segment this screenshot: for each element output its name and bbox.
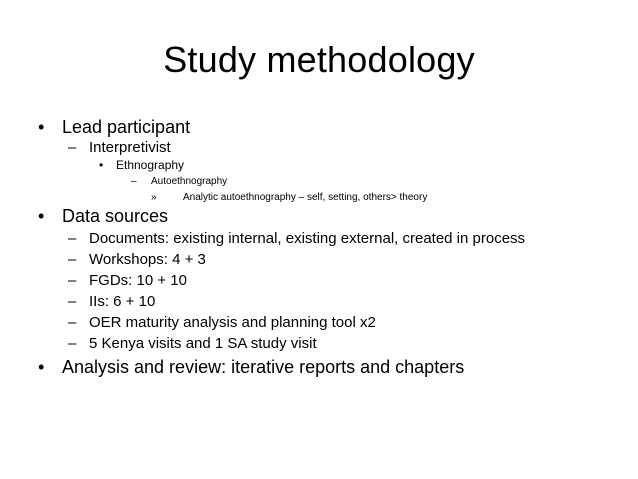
- list-item: [68, 313, 376, 332]
- bullet-marker: •: [38, 117, 45, 137]
- list-item: [38, 205, 168, 227]
- slide-title: Study methodology: [163, 39, 475, 80]
- list-item: [68, 334, 317, 353]
- bullet-marker: –: [68, 314, 77, 331]
- bullet-marker: »: [151, 192, 157, 203]
- bullet-text: IIs: 6 + 10: [89, 293, 156, 310]
- list-item: [38, 116, 190, 138]
- bullet-text: Analytic autoethnography – self, setting, others> theory: [183, 192, 428, 203]
- list-item: [38, 356, 464, 378]
- bullet-marker: –: [68, 230, 77, 247]
- bullet-text: FGDs: 10 + 10: [89, 272, 187, 289]
- list-item: [68, 271, 187, 290]
- bullet-text: OER maturity analysis and planning tool x2: [89, 314, 376, 331]
- list-item: [68, 229, 525, 248]
- list-item: [68, 250, 206, 269]
- bullet-marker: •: [99, 158, 104, 172]
- bullet-text: Documents: existing internal, existing external, created in process: [89, 230, 526, 247]
- bullet-text: Lead participant: [62, 117, 191, 137]
- bullet-text: 5 Kenya visits and 1 SA study visit: [89, 335, 317, 352]
- bullet-text: Workshops: 4 + 3: [89, 251, 206, 268]
- bullet-text: Analysis and review: iterative reports and chapters: [62, 357, 465, 377]
- bullet-marker: –: [68, 335, 77, 352]
- bullet-text: Interpretivist: [89, 139, 171, 156]
- list-item: [68, 292, 155, 311]
- bullet-text: Autoethnography: [151, 176, 228, 187]
- list-item: [99, 157, 184, 173]
- bullet-marker: •: [38, 357, 45, 377]
- list-item: [68, 138, 171, 157]
- bullet-marker: –: [68, 272, 77, 289]
- bullet-marker: –: [68, 251, 77, 268]
- bullet-text: Ethnography: [116, 158, 185, 172]
- bullet-marker: –: [131, 176, 137, 187]
- bullet-marker: •: [38, 206, 45, 226]
- bullet-text: Data sources: [62, 206, 169, 226]
- list-item: [131, 175, 227, 188]
- bullet-marker: –: [68, 139, 77, 156]
- list-item: [151, 191, 427, 204]
- bullet-marker: –: [68, 293, 77, 310]
